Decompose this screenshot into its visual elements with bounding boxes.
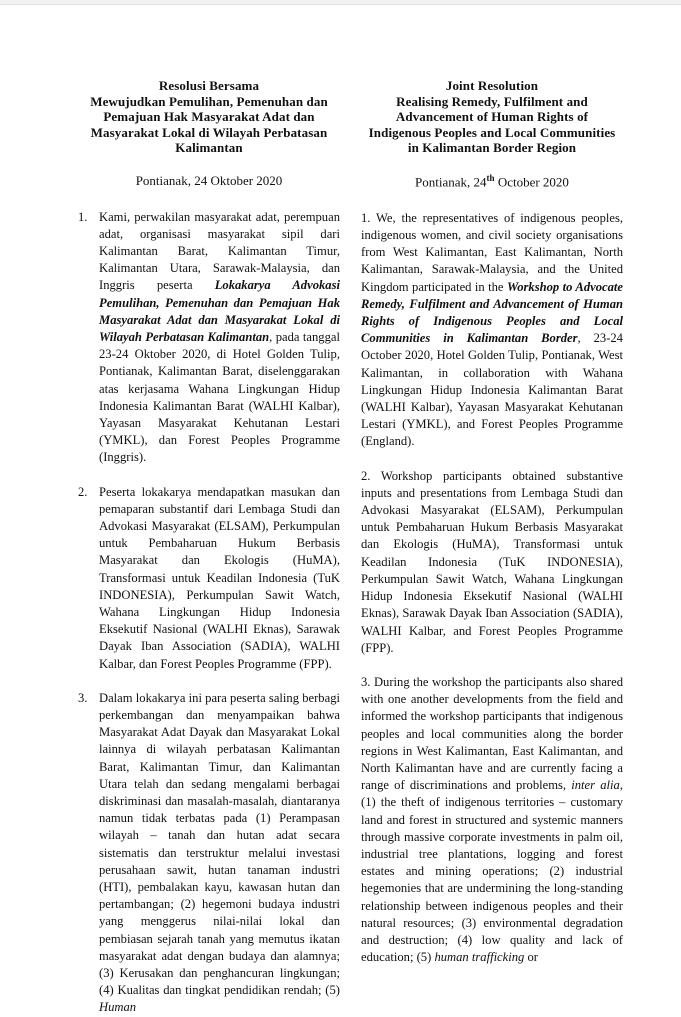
title-line: Resolusi Bersama: [158, 78, 260, 93]
right-column-paragraphs: [361, 210, 623, 967]
paragraph-text: [99, 690, 340, 1017]
text-segment: human trafficking: [434, 950, 525, 965]
text-segment: Kami, perwakilan masyarakat adat, perempuan adat, organisasi masyarakat sipil dari Kalimantan Barat, Kalimantan Timur, Kalimantan Utara, Sarawak-Malaysia, dan Inggris peserta: [99, 209, 340, 293]
text-segment: Human: [99, 1000, 137, 1015]
left-column-title: [78, 78, 340, 156]
text-segment: Pontianak, 24: [415, 173, 487, 189]
text-segment: th: [486, 172, 495, 183]
text-segment: or: [524, 950, 538, 965]
resolution-document: [78, 78, 624, 1017]
paragraph: [361, 468, 623, 657]
left-column-paragraphs: [78, 209, 340, 1017]
paragraph: [78, 209, 340, 467]
paragraph-number: 2.: [78, 484, 88, 499]
title-line: Joint Resolution: [445, 78, 539, 93]
title-line: in Kalimantan Border Region: [407, 140, 577, 155]
text-segment: , 23-24 October 2020, Hotel Golden Tulip, Pontianak, West Kalimantan, in collaboration with Wahana Lingkungan Hidup Indonesia Kalimantan Barat (WALHI Kalbar), Yayasan Masyarakat Kehutanan Lestari (YMKL), and Forest Peoples Programme (England).: [361, 331, 623, 449]
right-column-title: [361, 78, 623, 156]
paragraph: [78, 690, 340, 1017]
paragraph-text: [99, 484, 340, 673]
text-segment: 2. Workshop participants obtained substantive inputs and presentations from Lembaga Studi dan Advokasi Masyarakat (ELSAM), Perkumpulan untuk Pembaharuan Hukum Berbasis Masyarakat dan Ekologis (HuMA), Transformasi untuk Keadilan Indonesia (TuK INDONESIA), Perkumpulan Sawit Watch, Wahana Lingkungan Hidup Indonesia Eksekutif Nasional (WALHI Eknas), Sarawak Dayak Iban Association (SADIA), WALHI Kalbar, and Forest Peoples Programme (FPP).: [361, 468, 623, 655]
paragraph-number: 1.: [78, 209, 88, 224]
paragraph-text: [99, 209, 340, 467]
text-segment: October 2020: [494, 173, 569, 189]
title-line: Advancement of Human Rights of: [395, 109, 589, 124]
paragraph-text: [361, 210, 623, 451]
title-line: Mewujudkan Pemulihan, Pemenuhan dan: [90, 93, 328, 109]
text-segment: 3. During the workshop the participants also shared with one another developments from the field and informed the workshop participants that indigenous peoples and local communities along the border regions in West Kalimantan, East Kalimantan, and North Kalimantan have and are currently facing a range of discriminations and problems,: [361, 674, 623, 793]
text-segment: Dalam lokakarya ini para peserta saling berbagi perkembangan dan menyampaikan bahwa Masyarakat Adat Dayak dan Masyarakat Lokal lainnya di wilayah perbatasan Kalimantan Barat, Kalimantan Timur, dan Kalimantan Utara telah dan sedang mengalami berbagai diskriminasi dan masalah-masalah, diantaranya namun tidak terbatas pada (1) Perampasan wilayah – tanah dan hutan adat secara sistematis dan terstruktur melalui investasi perusahaan sawit, hutan tanaman industri (HTI), pembalakan kayu, kawasan hutan dan pertambangan; (2) hegemoni budaya industri yang menggerus nilai-nilai lokal dan pembiasan sejarah tanah yang memutus ikatan masyarakat adat dengan budaya dan alamnya; (3) Kerusakan dan penghancuran lingkungan; (4) Kualitas dan tingkat pendidikan rendah; (5): [99, 690, 340, 998]
text-segment: Workshop to Advocate Remedy, Fulfilment and Advancement of Human Rights of Indigenous Peoples and Local Communities in Kalimantan Border: [361, 279, 623, 346]
paragraph: [78, 484, 340, 673]
text-segment: Peserta lokakarya mendapatkan masukan dan pemaparan substantif dari Lembaga Studi dan Advokasi Masyarakat (ELSAM), Perkumpulan untuk Pembaharuan Hukum Berbasis Masyarakat dan Ekologis (HuMA), Transformasi untuk Keadilan Indonesia (TuK INDONESIA), Perkumpulan Sawit Watch, Wahana Lingkungan Hidup Indonesia Eksekutif Nasional (WALHI Eknas), Sarawak Dayak Iban Association (SADIA), WALHI Kalbar, dan Forest Peoples Programme (FPP).: [99, 484, 340, 671]
window-top-edge: [0, 0, 681, 5]
paragraph: [361, 674, 623, 966]
text-segment: , (1) the theft of indigenous territories – customary land and forest in structured and systemic manners through massive corporate investments in palm oil, industrial tree plantations, logging and forest estates and mining operations; (2) industrial hegemonies that are undermining the long-standing relationship between indigenous peoples and their natural resources; (3) environmental degradation and destruction; (4) low quality and lack of education; (5): [361, 778, 623, 965]
paragraph: [361, 210, 623, 451]
text-segment: inter alia: [571, 778, 620, 793]
text-segment: 1. We, the representatives of indigenous peoples, indigenous women, and civil society organisations from West Kalimantan, East Kalimantan, North Kalimantan, Sarawak-Malaysia, and the United Kingdom participated in the: [361, 210, 623, 294]
title-line: Realising Remedy, Fulfilment and: [396, 93, 588, 109]
text-segment: , pada tanggal 23-24 Oktober 2020, di Hotel Golden Tulip, Pontianak, Kalimantan Barat, diselenggarakan atas kerjasama Wahana Lingkungan Hidup Indonesia Kalimantan Barat (WALHI Kalbar), Yayasan Masyarakat Kehutanan Lestari (YMKL), dan Forest Peoples Programme (Inggris).: [99, 329, 340, 465]
text-segment: Lokakarya Advokasi Pemulihan, Pemenuhan dan Pemajuan Hak Masyarakat Adat dan Masyarakat Lokal di Wilayah Perbatasan Kalimantan: [99, 278, 340, 344]
paragraph-number: 3.: [78, 690, 88, 705]
paragraph-text: [361, 674, 623, 966]
left-column-date: [78, 173, 340, 189]
title-line: Masyarakat Lokal di Wilayah Perbatasan: [90, 124, 328, 140]
right-column-date: [361, 173, 623, 190]
title-line: Indigenous Peoples and Local Communities: [368, 124, 616, 140]
right-column-english: [361, 78, 623, 1017]
title-line: Kalimantan: [175, 140, 243, 155]
title-line: Pemajuan Hak Masyarakat Adat dan: [103, 109, 315, 124]
left-column-indonesian: [78, 78, 340, 1017]
text-segment: Pontianak, 24 Oktober 2020: [135, 172, 283, 188]
paragraph-text: [361, 468, 623, 657]
